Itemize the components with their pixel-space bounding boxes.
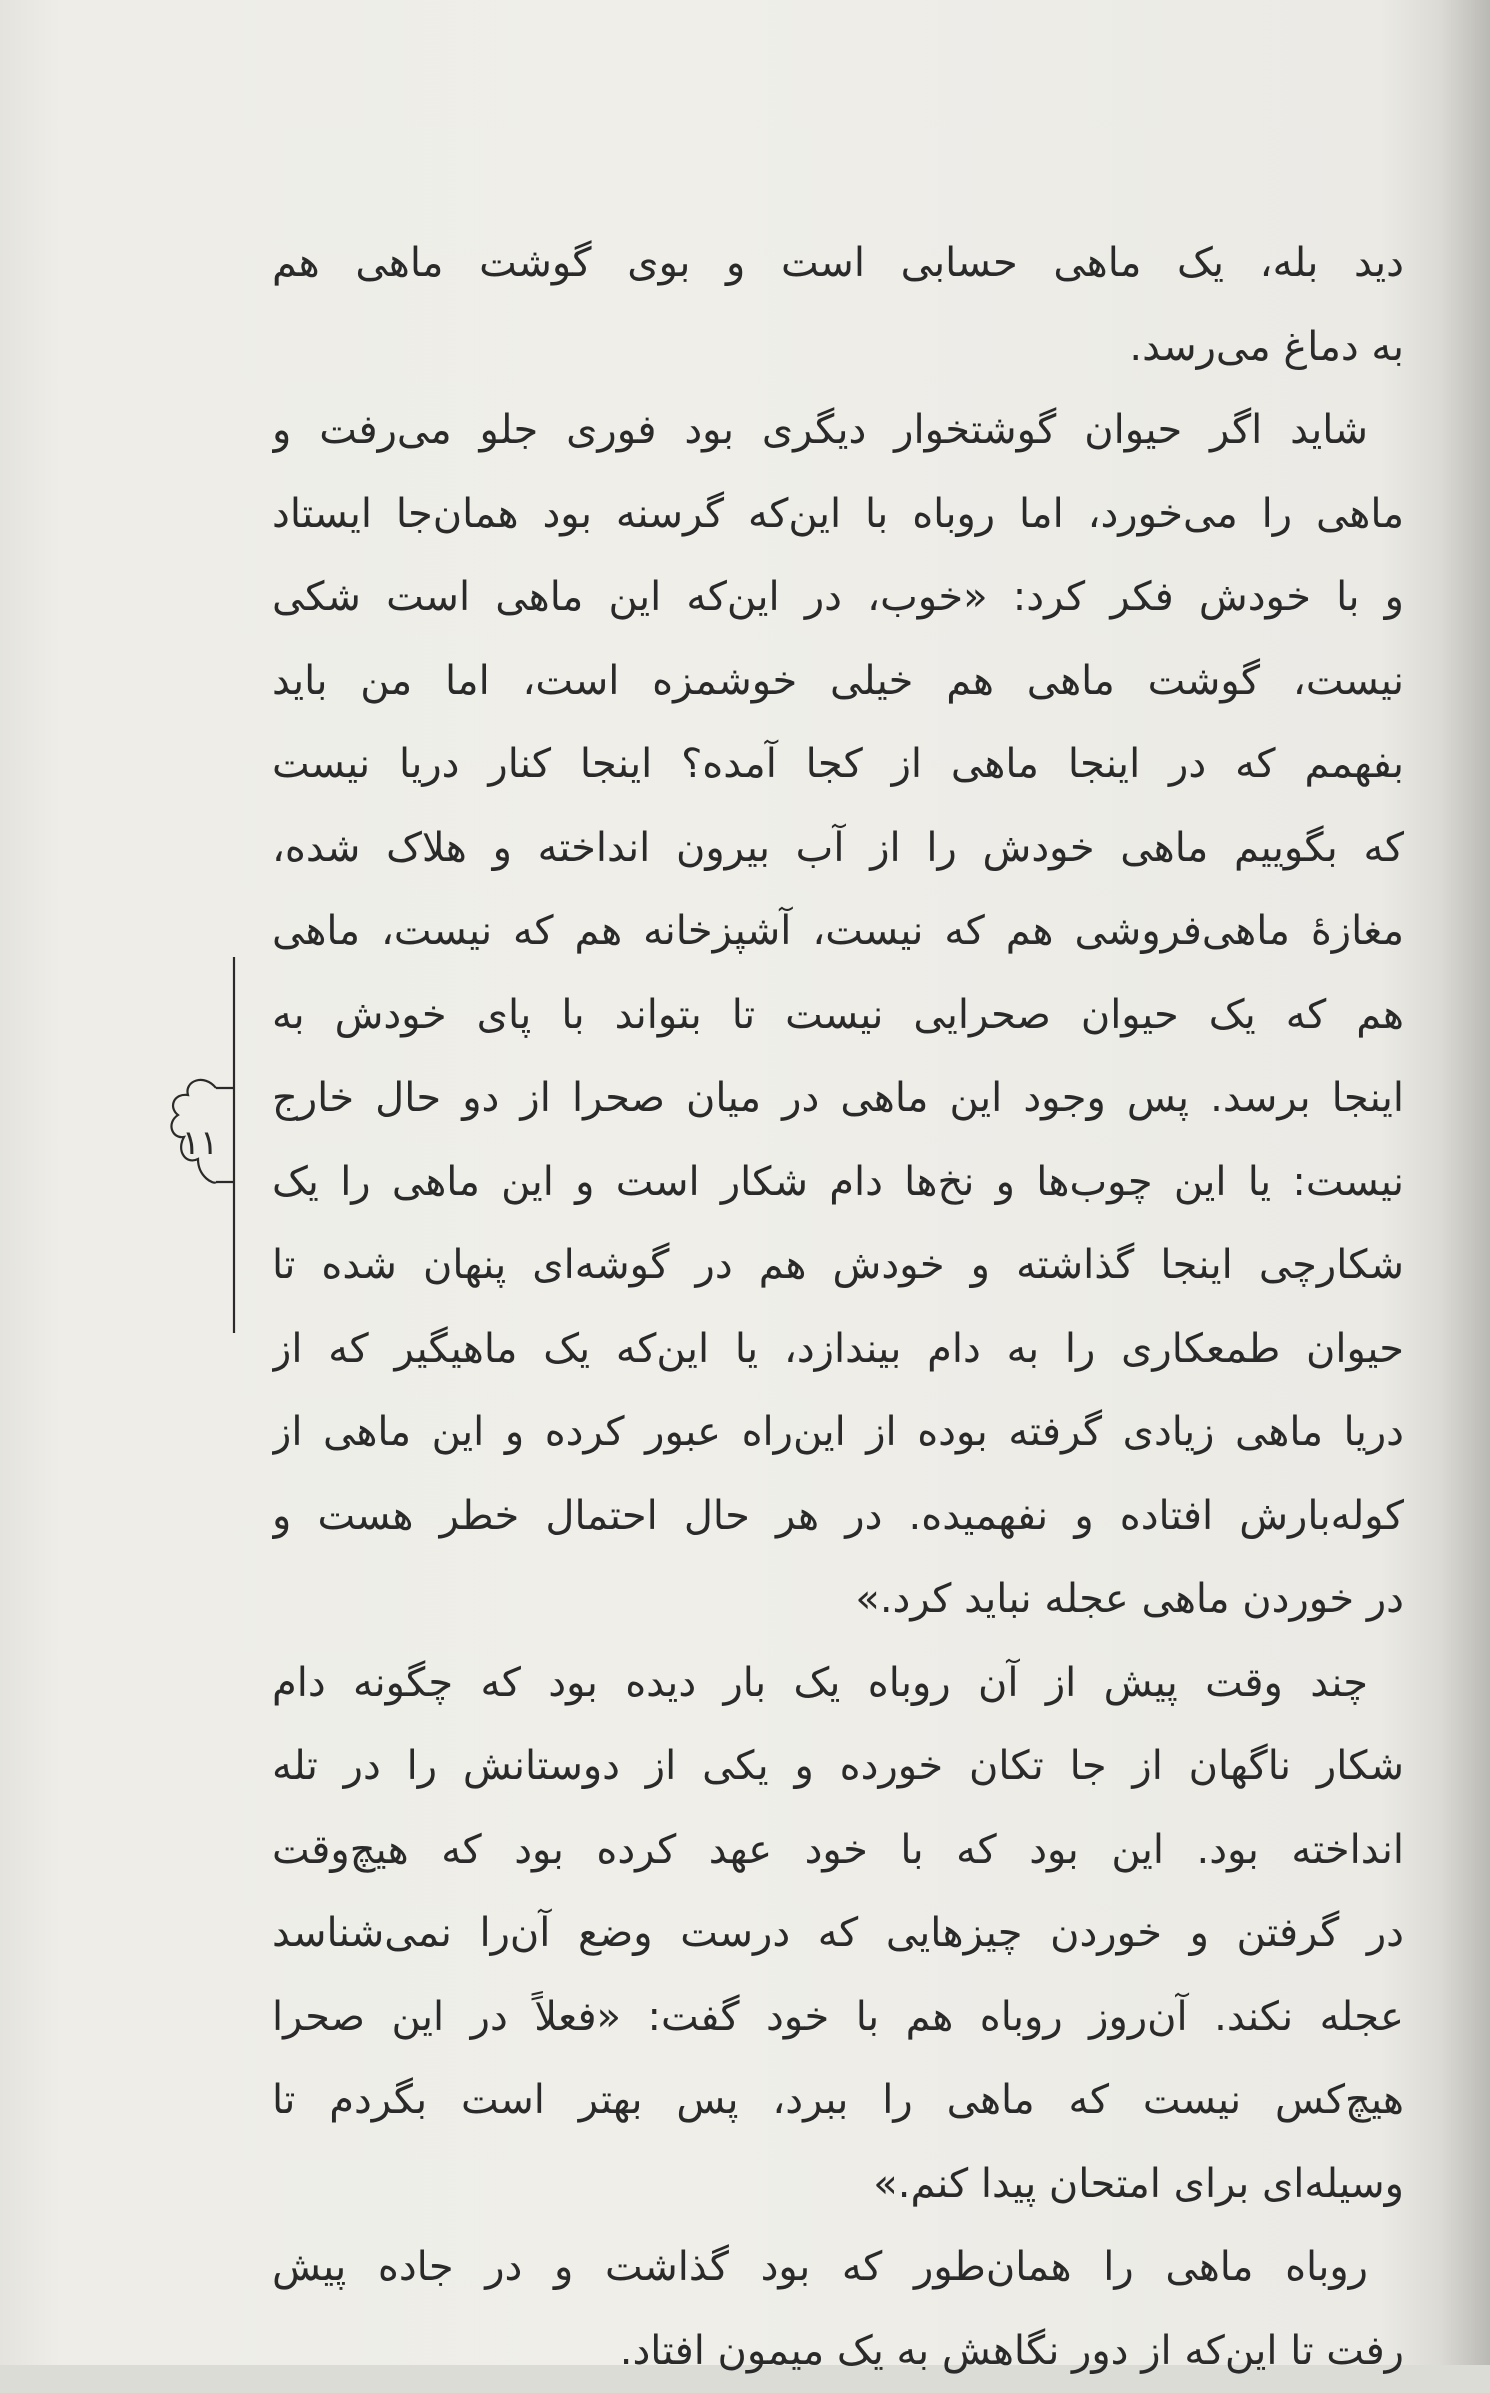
text-line: نیست: یا این چوب‌ها و نخ‌ها دام شکار است و این ماهی را یک [272,1141,1404,1225]
text-line: رفت تا این‌که از دور نگاهش به یک میمون افتاد. [272,2310,1404,2393]
text-line: هم که یک حیوان صحرایی نیست تا بتواند با پای خودش به [272,974,1404,1058]
text-line: عجله نکند. آن‌روز روباه هم با خود گفت: «فعلاً در این صحرا [272,1976,1404,2060]
binding-shadow [1440,0,1490,2365]
text-line: شکارچی اینجا گذاشته و خودش هم در گوشه‌ای پنهان شده تا [272,1224,1404,1308]
text-line: کوله‌بارش افتاده و نفهمیده. در هر حال احتمال خطر هست و [272,1475,1404,1559]
text-line: دید بله، یک ماهی حسابی است و بوی گوشت ماهی هم [272,222,1404,306]
text-line: به دماغ می‌رسد. [272,306,1404,390]
text-line: چند وقت پیش از آن روباه یک بار دیده بود که چگونه دام [272,1642,1404,1726]
text-line: روباه ماهی را همان‌طور که بود گذاشت و در جاده پیش [272,2226,1404,2310]
text-line: در گرفتن و خوردن چیزهایی که درست وضع آن‌را نمی‌شناسد [272,1892,1404,1976]
text-line: مغازۀ ماهی‌فروشی هم که نیست، آشپزخانه هم که نیست، ماهی [272,890,1404,974]
text-line: دریا ماهی زیادی گرفته بوده از این‌راه عبور کرده و این ماهی از [272,1391,1404,1475]
body-text [272,222,1404,2393]
text-line: و با خودش فکر کرد: «خوب، در این‌که این ماهی است شکی [272,556,1404,640]
text-line: شاید اگر حیوان گوشتخوار دیگری بود فوری جلو می‌رفت و [272,389,1404,473]
text-line: وسیله‌ای برای امتحان پیدا کنم.» [272,2143,1404,2227]
text-line: ماهی را می‌خورد، اما روباه با این‌که گرسنه بود همان‌جا ایستاد [272,473,1404,557]
text-line: هیچ‌کس نیست که ماهی را ببرد، پس بهتر است بگردم تا [272,2059,1404,2143]
page-number: ١١ [170,1118,230,1168]
text-line: در خوردن ماهی عجله نباید کرد.» [272,1558,1404,1642]
text-line: حیوان طمعکاری را به دام بیندازد، یا این‌که یک ماهیگیر که از [272,1308,1404,1392]
text-line: انداخته بود. این بود که با خود عهد کرده بود که هیچ‌وقت [272,1809,1404,1893]
text-line: که بگوییم ماهی خودش را از آب بیرون انداخته و هلاک شده، [272,807,1404,891]
text-line: بفهمم که در اینجا ماهی از کجا آمده؟ اینجا کنار دریا نیست [272,723,1404,807]
text-line: اینجا برسد. پس وجود این ماهی در میان صحرا از دو حال خارج [272,1057,1404,1141]
text-line: شکار ناگهان از جا تکان خورده و یکی از دوستانش را در تله [272,1725,1404,1809]
text-line: نیست، گوشت ماهی هم خیلی خوشمزه است، اما من باید [272,640,1404,724]
